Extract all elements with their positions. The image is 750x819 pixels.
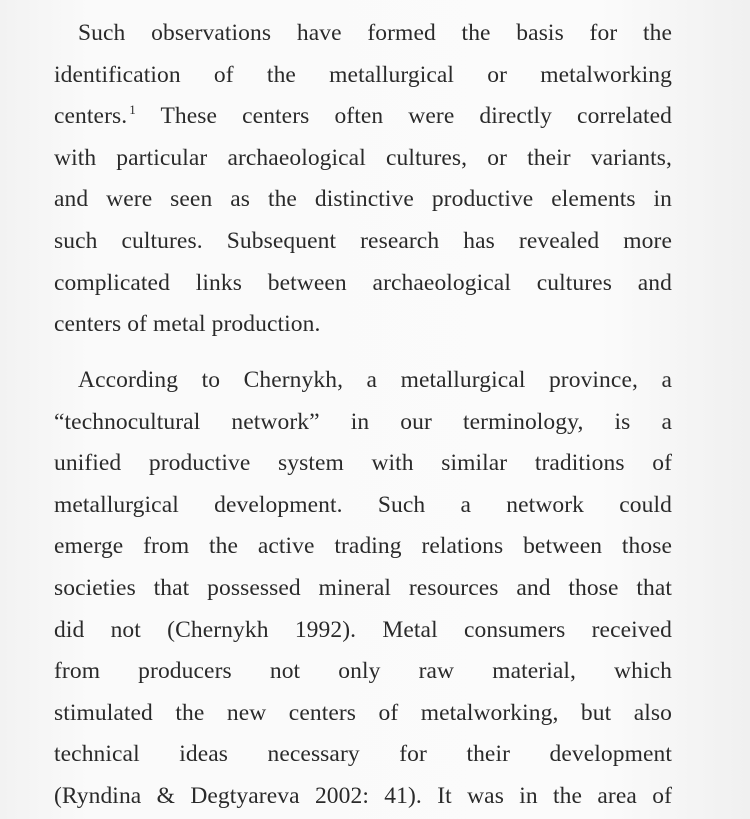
text-line: metallurgical development. Such a network could: [54, 491, 672, 518]
text-line: unified productive system with similar traditions of: [54, 450, 672, 477]
footnote-marker[interactable]: 1: [129, 102, 136, 118]
paragraph-2: [54, 360, 672, 818]
text-line: from producers not only raw material, which: [54, 658, 672, 685]
text-line: [54, 96, 672, 138]
text-line: emerge from the active trading relations between those: [54, 533, 672, 560]
text-line: (Ryndina & Degtyareva 2002: 41). It was in the area of: [54, 782, 672, 809]
text-line: such cultures. Subsequent research has revealed more: [54, 227, 672, 254]
text-line: stimulated the new centers of metalworking, but also: [54, 699, 672, 726]
text-line: centers of metal production.: [54, 311, 321, 338]
text-line: and were seen as the distinctive productive elements in: [54, 186, 672, 213]
paragraph-1: [54, 13, 672, 346]
text-line: complicated links between archaeological cultures and: [54, 269, 672, 296]
text-fragment: These centers often were directly correlated: [160, 103, 672, 130]
text-line: with particular archaeological cultures, or their variants,: [54, 144, 672, 171]
text-line: societies that possessed mineral resources and those that: [54, 574, 672, 601]
text-fragment: centers.: [54, 103, 128, 130]
text-line: did not (Chernykh 1992). Metal consumers received: [54, 616, 672, 643]
text-line: “technocultural network” in our terminology, is a: [54, 408, 672, 435]
text-line: According to Chernykh, a metallurgical province, a: [78, 367, 672, 393]
text-line: identification of the metallurgical or metalworking: [54, 61, 672, 88]
text-line: Such observations have formed the basis for the: [78, 20, 672, 46]
text-line: technical ideas necessary for their development: [54, 741, 672, 768]
